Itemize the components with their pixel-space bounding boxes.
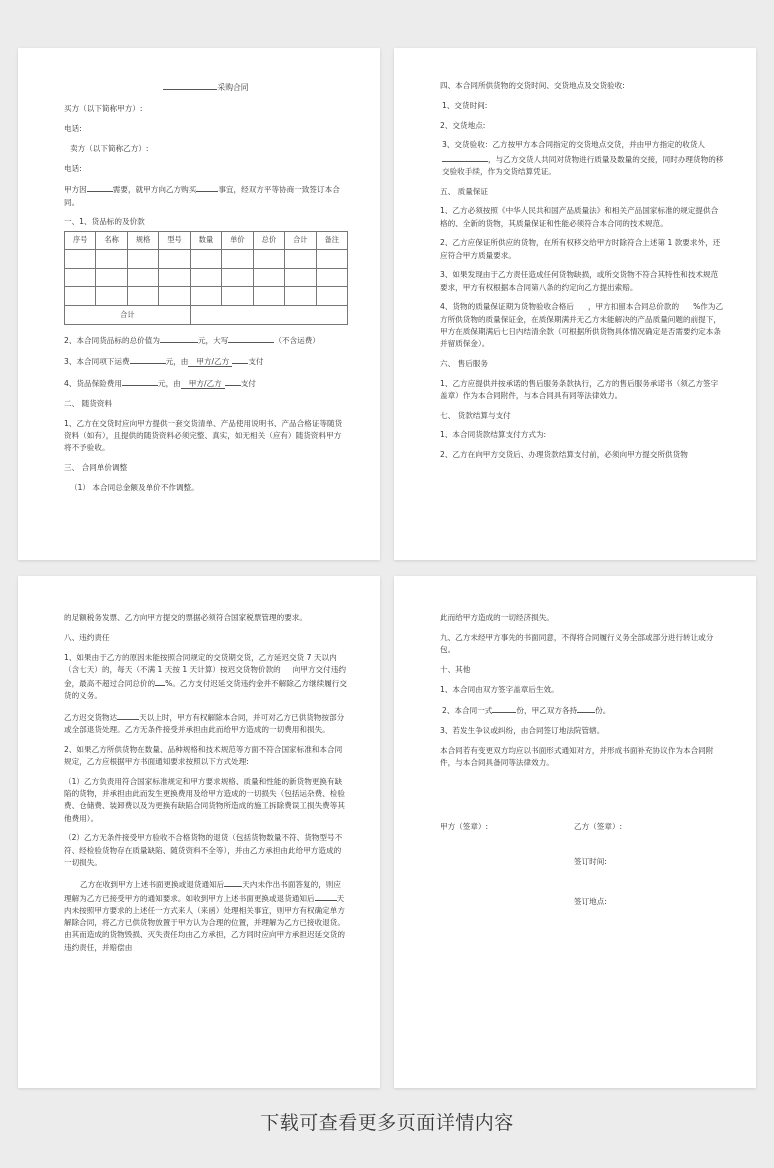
blank [163, 80, 217, 90]
other-clause: 1、本合同由双方签字盖章后生效。 [440, 684, 559, 694]
goods-table [64, 231, 348, 325]
breach-paragraph: 乙方迟交货物达 天以上时，甲方有权解除本合同，并可对乙方已供货物按部分或全部退货处理。乙方无条件接受并承担由此而给甲方造成的一切费用和损失。 [64, 710, 348, 736]
breach-paragraph: （2）乙方无条件接受甲方验收不合格货物的退货（包括货物数量不符、货物型号不符、经检验货物存在质量缺陷、随货资料不全等），并由乙方承担由此给甲方造成的一切损失。 [64, 833, 343, 867]
service-paragraph: 1、乙方应提供并按承诺的售后服务条款执行，乙方的售后服务承诺书（须乙方签字盖章）作为本合同附件，与本合同具有同等法律效力。 [440, 378, 719, 400]
seller-line: 卖方（以下简称乙方）: [70, 143, 149, 153]
table-header: 备注 [316, 231, 348, 250]
freight-line: 3、本合同项下运费 元，由 甲方/乙方 支付 [64, 354, 348, 368]
signing-date: 签订时间: [574, 856, 607, 866]
price-paragraph: （1） 本合同总金额及单价不作调整。 [70, 482, 199, 492]
insurance-line: 4、货品保险费用 元，由 甲方/乙方 支付 [64, 376, 348, 390]
delivery-place: 2、交货地点: [440, 120, 486, 130]
section-heading: 六、 售后服务 [440, 358, 488, 368]
download-more-notice: 下载可查看更多页面详情内容 [260, 1112, 514, 1134]
table-total-row [65, 305, 348, 324]
section-heading: 二、 随货资料 [64, 398, 112, 408]
documents-paragraph: 1、乙方在交货时应向甲方提供一套交货清单、产品使用说明书、产品合格证等随货资料（如有），且提供的随货资料必须完整、真实，如无相关（应有）随货资料甲方将不予验收。 [64, 418, 343, 453]
contract-page-3 [18, 576, 380, 1088]
table-row [65, 250, 348, 269]
buyer-phone: 电话: [64, 124, 82, 133]
party-a-signature: 甲方（签章）: [440, 822, 489, 832]
payment-paragraph: 2、乙方在向甲方交货后、办理货款结算支付前，必须向甲方提交所供货物 [440, 450, 688, 460]
total-value-line: 2、本合同货品标的总价值为 元，大写 （不含运费） [64, 333, 348, 347]
section-heading: 十、其他 [440, 664, 471, 674]
table-row [65, 287, 348, 306]
table-header: 单价 [222, 231, 253, 250]
other-clause: 本合同若有变更双方均应以书面形式通知对方，并形成书面补充协议作为本合同附件，与本合同具备同等法律效力。 [440, 745, 714, 768]
table-total-label: 合计 [65, 305, 191, 324]
quality-paragraph: 1、乙方必须按照《中华人民共和国产品质量法》和相关产品国家标准的规定提供合格的、全新的货物，其质量保证和性能必须符合本合同的技术规范。 [440, 206, 719, 228]
quality-paragraph: 2、乙方应保证所供应的货物，在所有权移交给甲方时除符合上述第 1 款要求外，还应符合甲方质量要求。 [440, 238, 721, 260]
table-header-row [65, 231, 348, 250]
payment-paragraph: 1、本合同货款结算支付方式为: [440, 430, 547, 440]
contract-title: 采购合同 [64, 80, 348, 94]
party-b-signature: 乙方（签章）: [574, 822, 623, 832]
contract-page-2 [394, 48, 756, 560]
delivery-acceptance: 3、交货验收：乙方按甲方本合同指定的交货地点交货，并由甲方指定的收货人，与乙方交货人共同对货物进行质量及数量的交接，同时办理货物的移交验收手续，作为交货结算凭证。 [442, 140, 724, 176]
contract-page-1 [18, 48, 380, 560]
section-heading: 五、 质量保证 [440, 186, 488, 196]
section-heading: 四、本合同所供货物的交货时间、交货地点及交货验收: [440, 81, 625, 90]
other-clause: 3、若发生争议或纠纷，由合同签订地法院管辖。 [440, 726, 605, 736]
table-header: 序号 [65, 231, 96, 250]
delivery-time: 1、交货时间: [442, 100, 488, 110]
table-header: 总价 [253, 231, 284, 250]
signature-row [440, 821, 724, 833]
section-heading: 八、违约责任 [64, 632, 110, 642]
contract-page-4 [394, 576, 756, 1088]
table-header: 合计 [285, 231, 316, 250]
intro-paragraph: 甲方因 需要，就甲方向乙方购买 事宜，经双方平等协商一致签订本合同。 [64, 182, 348, 208]
section-heading: 三、 合同单价调整 [64, 462, 128, 472]
breach-paragraph: 2、如果乙方所供货物在数量、品种规格和技术规范等方面不符合国家标准和本合同规定，乙方应根据甲方书面通知要求按照以下方式处理: [64, 745, 343, 767]
other-clause: 2、本合同一式 份，甲乙双方各持 份。 [440, 703, 724, 717]
seller-phone: 电话: [64, 163, 82, 173]
section-heading: 一、1、货品标的及价款 [64, 217, 145, 227]
table-header: 名称 [96, 231, 127, 250]
continued-paragraph: 此而给甲方造成的一切经济损失。 [440, 613, 554, 622]
section-heading: 九、乙方未经甲方事先的书面同意，不得将合同履行义务全部或部分进行转让或分包。 [440, 632, 714, 654]
signing-place: 签订地点: [574, 896, 607, 906]
table-header: 型号 [159, 231, 190, 250]
quality-paragraph: 4、货物的质量保证期为货物验收合格后 ，甲方扣留本合同总价款的 %作为乙方所供货物的质量保证金，在质保期满并无乙方未能解决的产品质量问题的前提下，甲方在质保期满后七日内结清余款（可根据所供货物具体情况确定是否需要约定本条并留质保金）。 [440, 302, 724, 348]
buyer-line: 买方（以下简称甲方）: [64, 104, 143, 114]
breach-paragraph: 乙方在收到甲方上述书面更换或退货通知后 天内未作出书面答复的，则应理解为乙方已接受甲方的通知要求。如收到甲方上述书面更换或退货通知后 天内未按照甲方要求的上述任一方式来人（来函）处理相关事宜，则甲方有权确定单方解除合同，将乙方已供货物放置于甲方认为合理的位置，并理解为乙方已接收退货。由其而造成的货物毁损、灭失责任均由乙方承担，乙方同时应向甲方承担迟延交货的违约责任，并赔偿由 [64, 877, 348, 954]
table-header: 规格 [127, 231, 158, 250]
table-row [65, 268, 348, 287]
quality-paragraph: 3、如果发现由于乙方责任造成任何货物缺损，或所交货物不符合其特性和技术规范要求，甲方有权根据本合同第八条的约定向乙方提出索赔。 [440, 270, 719, 292]
breach-paragraph: 1、如果由于乙方的原因未能按照合同规定的交货期交货，乙方延迟交货 7 天以内（含七天）的，每天（不满 1 天按 1 天计算）按迟交货物价款的 向甲方交付违约金，最高不超过合同总价的 %。乙方支付迟延交货违约金并不解除乙方继续履行交货的义务。 [64, 652, 347, 701]
continued-paragraph: 的足额税务发票、乙方向甲方提交的票据必须符合国家税票管理的要求。 [64, 613, 307, 622]
breach-paragraph: （1）乙方负责用符合国家标准规定和甲方要求规格、质量和性能的新货物更换有缺陷的货物，并承担由此而发生更换费用及给甲方造成的一切损失（包括运杂费、检验费、仓储费、装卸费以及为更换有缺陷合同货物所造成的施工拆除费误工损失费等其他费用）。 [64, 777, 345, 823]
section-heading: 七、 货款结算与支付 [440, 410, 511, 420]
table-header: 数量 [190, 231, 221, 250]
